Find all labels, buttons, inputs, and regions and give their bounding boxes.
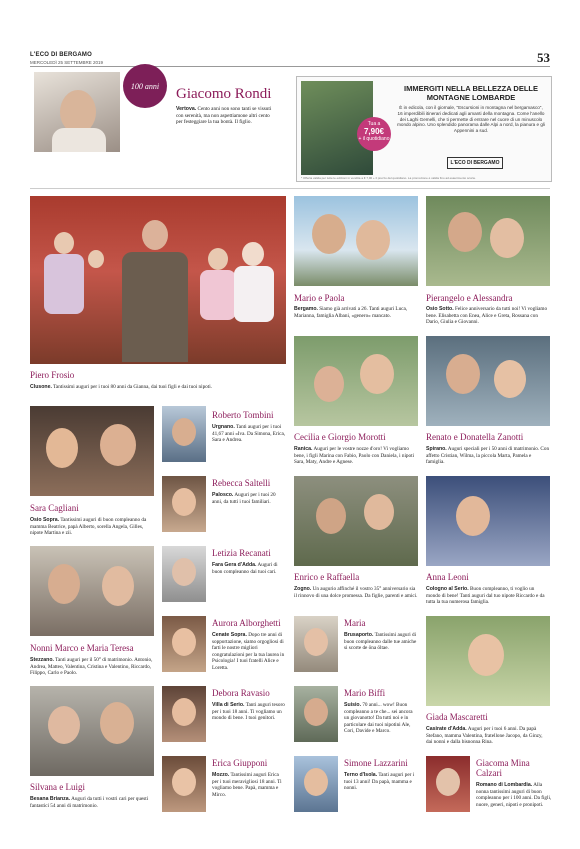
ad-logo: L'ECO DI BERGAMO	[447, 157, 503, 169]
entry-message	[426, 446, 550, 466]
entry-message	[426, 306, 550, 326]
entry-name: Mario e Paola	[294, 293, 345, 303]
entry-message	[212, 702, 286, 722]
entry-text: Tantissimi auguri per i tuoi 80 anni da Gianna, dai tuoi figli e dai tuoi nipoti.	[53, 384, 212, 390]
photo-nonni-marco-maria-teresa	[30, 546, 154, 636]
photo-mario-paola	[294, 196, 418, 286]
entry-place: Bergamo.	[294, 306, 318, 312]
entry-place: Spirano.	[426, 446, 447, 452]
entry-text: Tantissimi auguri di buon compleanno dalle tue amiche si scorte de öna öltae.	[344, 632, 417, 651]
feature-message	[176, 106, 276, 126]
feature-photo	[34, 72, 120, 152]
entry-message	[30, 796, 154, 809]
entry-name: Renato e Donatella Zanotti	[426, 432, 524, 442]
anniversary-badge: 100 anni	[123, 64, 167, 108]
entry-text: Alla nonna tantissimi auguri di buon compleanno per i 100 anni. Da figli, nuore, generi, nipoti e pronipoti.	[476, 782, 552, 808]
entry-message	[30, 657, 154, 677]
entry-name: Giacoma Mina Calzari	[476, 758, 530, 778]
photo-giacoma-mina-calzari	[426, 756, 470, 812]
ad-footnote: * Offerta valida per tutte le edizioni in vendita a € 7,90 + il prezzo del quotidiano. La promozione è valida fino ad esaurimento scorte.	[301, 176, 476, 180]
entry-message	[30, 384, 286, 391]
entry-place: Cologno al Serio.	[426, 586, 469, 592]
entry-name: Cecilia e Giorgio Morotti	[294, 432, 386, 442]
entry-place: Villa di Serio.	[212, 702, 245, 708]
entry-message	[294, 446, 418, 466]
photo-aurora-alborghetti	[162, 616, 206, 672]
ad-title: IMMERGITI NELLA BELLEZZA DELLE MONTAGNE LOMBARDE	[403, 84, 539, 102]
entry-place: Mozzo.	[212, 772, 230, 778]
ad-price: 7,90€	[363, 127, 385, 136]
entry-place: Stezzano.	[30, 657, 54, 663]
entry-place: Ranica.	[294, 446, 313, 452]
entry-text: Buon compleanno, ti voglio un mondo di bene! Tanti auguri dal tuo nipote Riccardo e da tutta la tua numerosa famiglia.	[426, 586, 545, 605]
feature-place: Vertova.	[176, 106, 197, 112]
entry-text: Tanti auguri per i tuoi 41,67 anni «Iva. Da Simona, Erica, Sara e Andrea.	[212, 424, 286, 443]
photo-maria	[294, 616, 338, 672]
entry-message	[30, 517, 154, 537]
entry-place: Osio Sotto.	[426, 306, 454, 312]
entry-name: Silvana e Luigi	[30, 782, 85, 792]
entry-text: Felice anniversario da tutti noi! Vi vogliamo bene. Elisabetta con Enea, Alice e Greta, Rossana con Dario, Giulia e Giovanni.	[426, 306, 548, 325]
entry-place: Osio Sopra.	[30, 517, 60, 523]
entry-message	[344, 702, 418, 735]
header-divider	[30, 66, 550, 67]
photo-renato-donatella-zanotti	[426, 336, 550, 426]
photo-piero-frosio	[30, 196, 286, 364]
entry-message	[344, 772, 418, 792]
photo-erica-giupponi	[162, 756, 206, 812]
page-number: 53	[537, 50, 550, 65]
price-prefix: Tua a	[367, 121, 381, 127]
feature-name: Giacomo Rondi	[176, 86, 272, 102]
entry-message	[294, 306, 418, 319]
entry-name: Erica Giupponi	[212, 758, 268, 768]
issue-date: MERCOLEDÌ 25 SETTEMBRE 2019	[30, 60, 104, 65]
entry-name: Enrico e Raffaella	[294, 572, 360, 582]
entry-name: Anna Leoni	[426, 572, 469, 582]
photo-pierangelo-alessandra	[426, 196, 550, 286]
entry-name: Aurora Alborghetti	[212, 618, 281, 628]
photo-letizia-recanati	[162, 546, 206, 602]
entry-place: Palosco.	[212, 492, 234, 498]
entry-text: Siamo già arrivati a 26. Tanti auguri Luca, Marianna, famiglia Albani, «genero» mancato.	[294, 306, 408, 319]
photo-mario-biffi	[294, 686, 338, 742]
entry-text: 70 anni... wow! Buon compleanno a te che... sei ancora un giovanotto! Da tutti noi e in particolare dai tuoi nipotini Ale, Cori, Davide e Marco.	[344, 702, 413, 734]
entry-message	[476, 782, 552, 808]
photo-sara-cagliani	[30, 406, 154, 496]
price-suffix: + il quotidiano	[358, 136, 390, 142]
photo-silvana-luigi	[30, 686, 154, 776]
entry-text: Dopo tre anni di sopportazione, siamo orgogliosi di farti le nostre migliori congratulazioni per la tua laurea in Psicologia! I tuoi fratelli Alice e Loretta.	[212, 632, 285, 671]
entry-text: Auguri per i tuoi 20 anni, da tutti i tuoi familiari.	[212, 492, 276, 505]
entry-place: Casirate d'Adda.	[426, 726, 467, 732]
advertisement[interactable]	[296, 76, 552, 182]
entry-place: Fara Gera d'Adda.	[212, 562, 257, 568]
entry-place: Besana Brianza.	[30, 796, 71, 802]
photo-simone-lazzarini	[294, 756, 338, 812]
entry-place: Brusaporto.	[344, 632, 374, 638]
entry-text: Auguri per i tuoi 6 anni. Da papà Stefano, mamma Valentina, fratellone Jacopo, da Ginzy, dai nonni e dalla bisnonna Rina.	[426, 726, 543, 745]
entry-name: Pierangelo e Alessandra	[426, 293, 513, 303]
photo-enrico-raffaella	[294, 476, 418, 566]
entry-message	[212, 632, 286, 671]
entry-message	[344, 632, 418, 652]
entry-text: Tanti auguri tesoro per i tuoi 18 anni. Ti vogliamo un mondo di bene. I tuoi genitori.	[212, 702, 285, 721]
entry-text: Auguri per le vostre nozze d'oro! Vi vogliamo bene, i figli Marina con Fabio, Paolo con Daniela, i nipoti Sara, Maty, Andre e Agnese.	[294, 446, 415, 465]
entry-name: Rebecca Saltelli	[212, 478, 271, 488]
entry-text: Auguri di buon compleanno dai tuoi cari.	[212, 562, 278, 575]
entry-text: Tantissimi auguri di buon compleanno da mamma Beatrice, papà Alberto, sorella Angela, Gilles, nipote Martina e zii.	[30, 517, 147, 536]
entry-place: Zogno.	[294, 586, 312, 592]
entry-place: Clusone.	[30, 384, 52, 390]
entry-name: Maria	[344, 618, 366, 628]
entry-text: Tanti auguri per i tuoi 13 anni! Da papà, mamma e nonni.	[344, 772, 415, 791]
photo-rebecca-saltelli	[162, 476, 206, 532]
entry-name: Roberto Tombini	[212, 410, 274, 420]
entry-message	[294, 586, 418, 599]
entry-place: Cenate Sopra.	[212, 632, 247, 638]
newspaper-name: L'ECO DI BERGAMO	[30, 52, 92, 58]
entry-name: Simone Lazzarini	[344, 758, 408, 768]
ad-text: È in edicola, con il giornale, "Escursioni in montagna nel bergamasco", 16 imperdibili itinerari dedicati agli amanti della montagna. Come l'anello dei Laghi Gemelli, che ti permette di entrare nel cuore di un minuscolo mondo alpino. Uno splendido panorama dalle Alpi a nord, la pianura e gli Appennini a sud.	[397, 105, 545, 134]
entry-message	[212, 772, 286, 798]
entry-message	[426, 726, 550, 746]
entry-message	[426, 586, 550, 606]
photo-debora-ravasio	[162, 686, 206, 742]
photo-giada-mascaretti	[426, 616, 550, 706]
entry-text: Auguri speciali per i 50 anni di matrimonio. Con affetto Cristian, Wilma, la piccola Marta, Pamela e famiglia.	[426, 446, 550, 465]
entry-message	[212, 424, 286, 444]
entry-place: Urgnano.	[212, 424, 235, 430]
entry-text: Tantissimi auguri Erica per i tuoi meravigliosi 18 anni. Ti vogliamo bene. Papà, mamma e Mirco.	[212, 772, 282, 798]
entry-place: Suisio.	[344, 702, 362, 708]
entry-message	[212, 562, 286, 575]
entry-name: Letizia Recanati	[212, 548, 271, 558]
price-badge	[357, 117, 391, 151]
feature-text: Cento anni non sono tanti se vissuti con serenità, ma non aspettiamone altri cento per festeggiare la tua bontà. Il figlio.	[176, 106, 272, 125]
entry-text: Auguri da tutti i vostri cari per questi fantastici 54 anni di matrimonio.	[30, 796, 149, 809]
entry-text: Tanti auguri per il 50° di matrimonio. Antonio, Andrea, Matteo, Valentina, Cristina e Valentino, Riccardo, Filippo, Carlo e Paolo.	[30, 657, 153, 676]
entry-message	[212, 492, 286, 505]
entry-name: Piero Frosio	[30, 370, 75, 380]
photo-cecilia-giorgio-morotti	[294, 336, 418, 426]
entry-text: Un augurio affinché il vostro 35° anniversario sia il rinnovo di una dolce promessa. Da figlie, parenti e amici.	[294, 586, 418, 599]
photo-anna-leoni	[426, 476, 550, 566]
entry-place: Romano di Lombardia.	[476, 782, 533, 788]
entry-place: Terno d'Isola.	[344, 772, 378, 778]
entry-name: Giada Mascaretti	[426, 712, 488, 722]
section-divider	[30, 188, 550, 189]
entry-name: Nonni Marco e Maria Teresa	[30, 643, 134, 653]
entry-name: Debora Ravasio	[212, 688, 270, 698]
entry-name: Mario Biffi	[344, 688, 386, 698]
photo-roberto-tombini	[162, 406, 206, 462]
entry-name: Sara Cagliani	[30, 503, 79, 513]
